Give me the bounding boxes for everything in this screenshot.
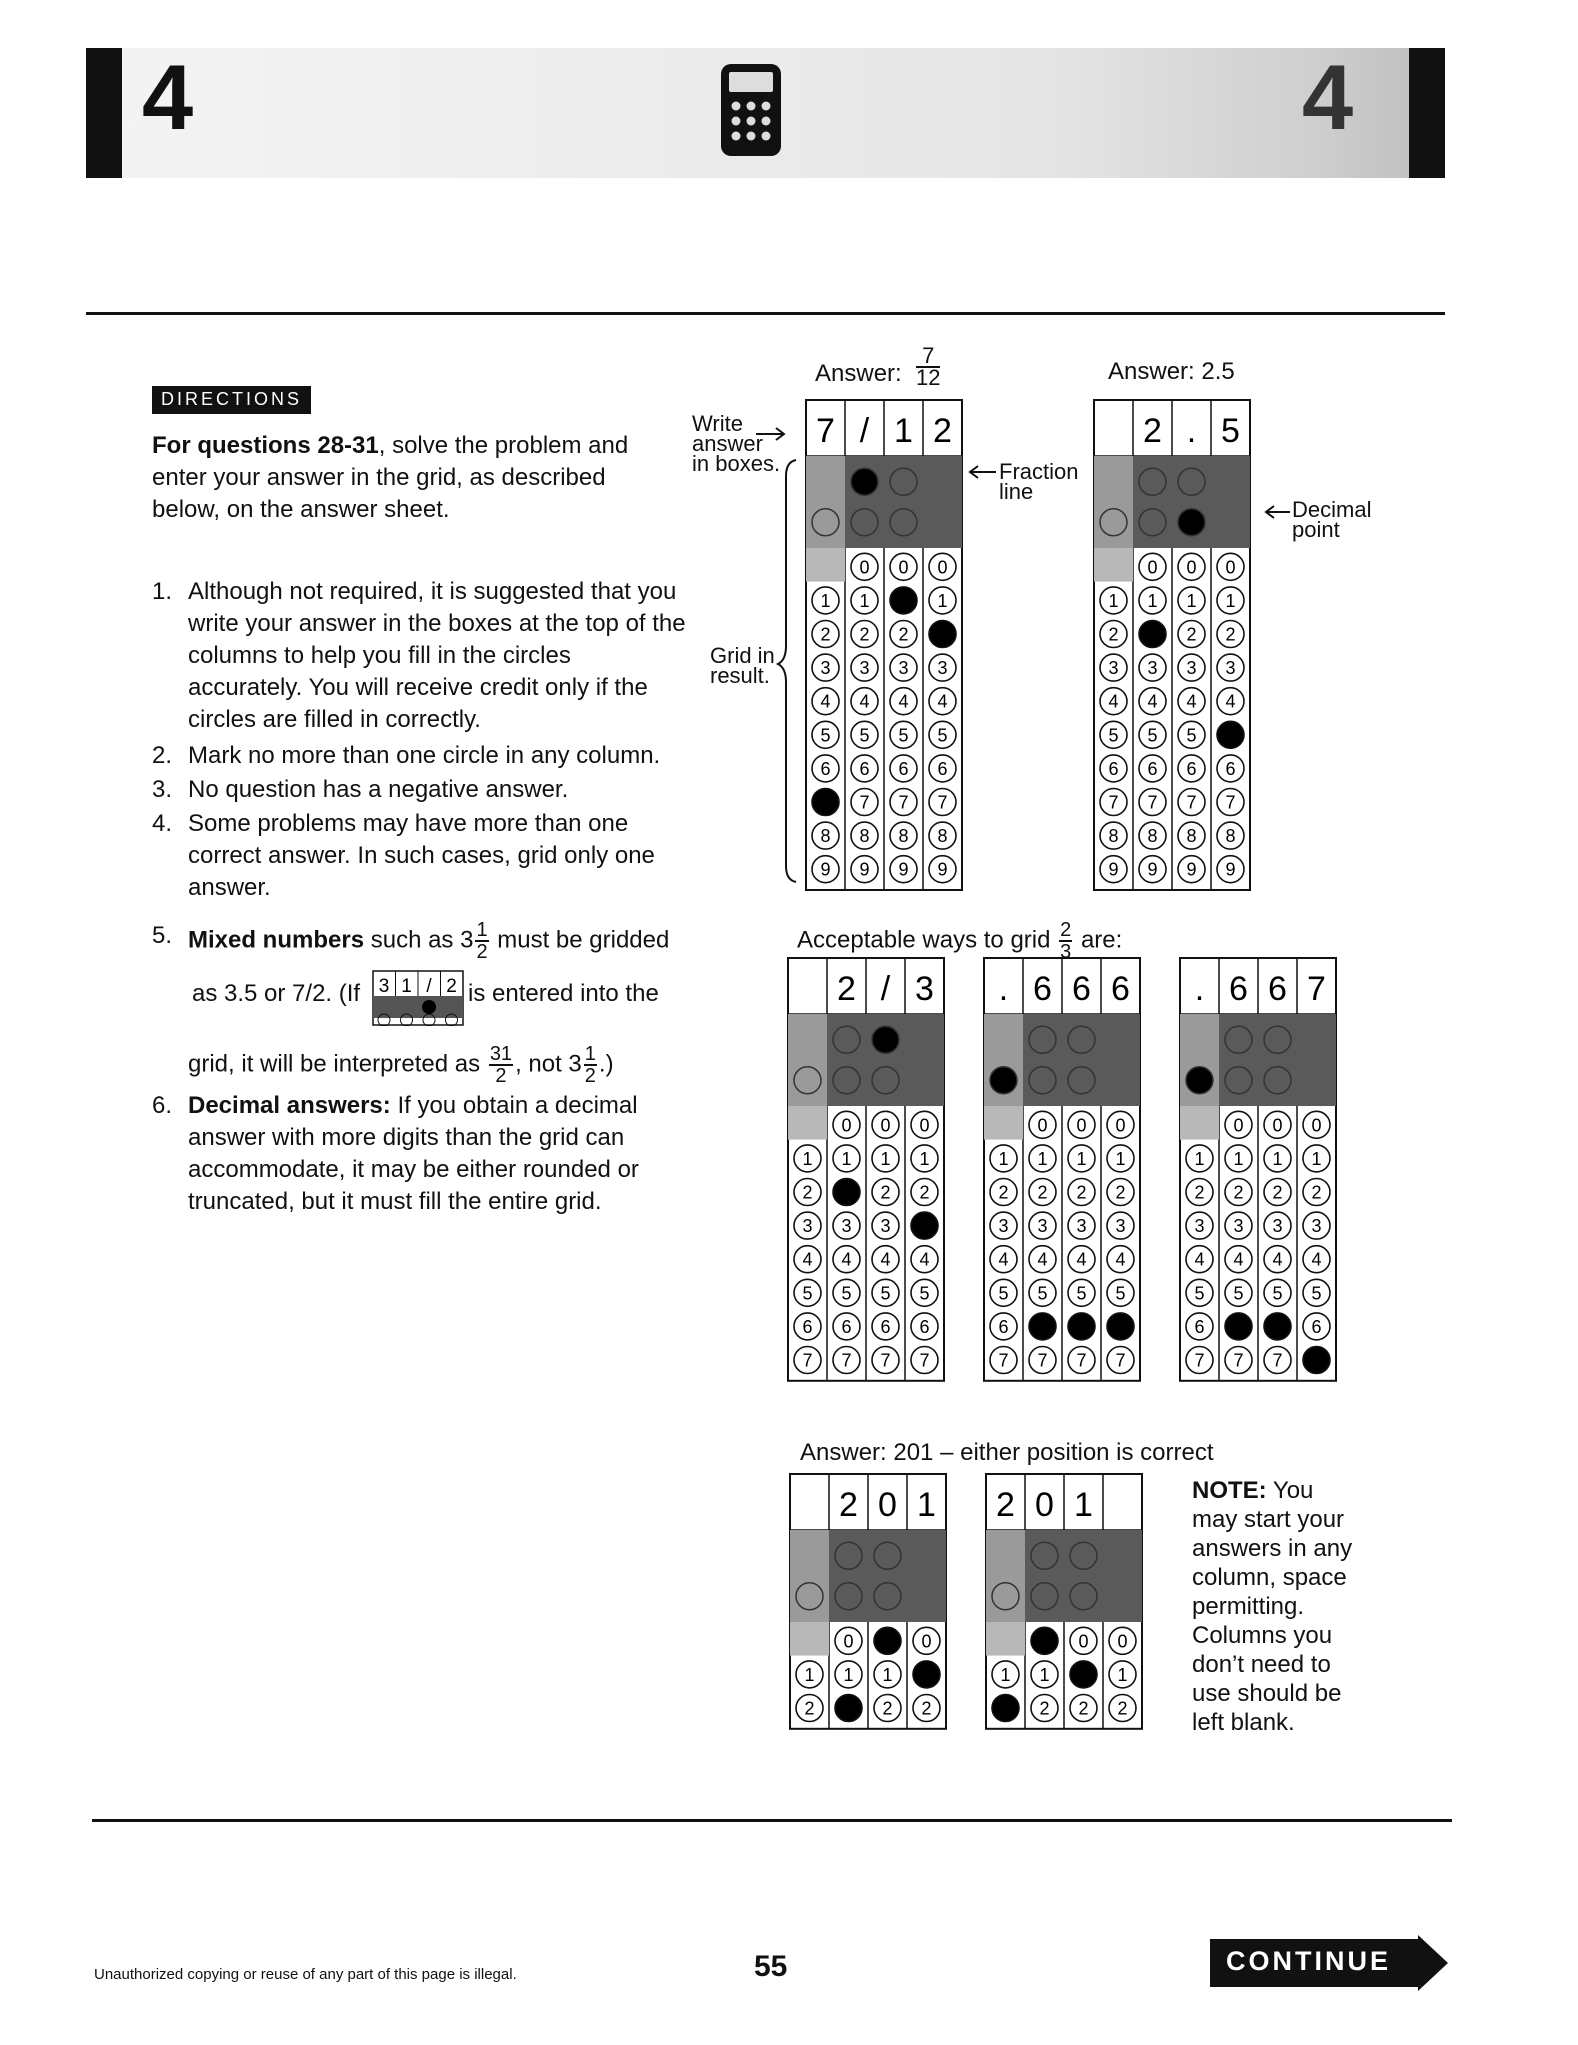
digit-bubble-filled [874, 1627, 901, 1654]
digit-label: 4 [1147, 691, 1158, 712]
decimal-bubble-filled [990, 1067, 1017, 1094]
digit-bubble-filled [992, 1695, 1019, 1722]
digit-label: 0 [1037, 1115, 1048, 1136]
digit-label: 6 [820, 758, 831, 779]
digit-label: 0 [1233, 1115, 1244, 1136]
grid-in-label: Grid in result. [710, 643, 775, 688]
digit-label: 1 [1147, 590, 1158, 611]
item-number: 1. [152, 578, 173, 605]
digit-label: 1 [802, 1148, 813, 1169]
answer-box-char: 6 [1111, 970, 1130, 1008]
section-number-right: 4 [1302, 47, 1354, 149]
digit-label: 4 [1225, 691, 1236, 712]
digit-label: 1 [882, 1664, 893, 1685]
digit-bubble-filled [1303, 1347, 1330, 1374]
digit-label: 0 [1147, 557, 1158, 578]
digit-bubble-filled [1070, 1661, 1097, 1688]
decimal-bubble-filled [1186, 1067, 1213, 1094]
digit-label: 3 [1186, 658, 1197, 679]
not-text: , not 3 [515, 1050, 582, 1078]
digit-label: 4 [1076, 1249, 1087, 1270]
answer-box-char: 5 [1221, 412, 1240, 450]
digit-label: 4 [1272, 1249, 1283, 1270]
digit-label: 3 [998, 1216, 1009, 1237]
digit-label: 0 [841, 1115, 852, 1136]
digit-bubble-filled [890, 587, 917, 614]
answer-grid [790, 1474, 946, 1729]
digit-label: 1 [1076, 1148, 1087, 1169]
answer-1-fraction: $\frac{7}{12}$ [916, 343, 941, 390]
digit-label: 4 [1037, 1249, 1048, 1270]
digit-label: 0 [880, 1115, 891, 1136]
answer-box-char: 2 [933, 412, 952, 450]
write-answer-label: Write answer in boxes. [692, 411, 781, 476]
digit-label: 5 [820, 725, 831, 746]
digit-label: 5 [1194, 1283, 1205, 1304]
decimal-bubble-filled [1178, 509, 1205, 536]
intro-rest: , solve the problem and enter your answer in the grid, as described below, on the answer sheet. [152, 432, 629, 523]
digit-label: 5 [1037, 1283, 1048, 1304]
digit-label: 0 [919, 1115, 930, 1136]
digit-label: 1 [937, 590, 948, 611]
digit-label: 9 [820, 859, 831, 880]
digit-label: 3 [880, 1216, 891, 1237]
digit-label: 1 [1186, 590, 1197, 611]
digit-label: 8 [1225, 826, 1236, 847]
mixed-text-2: must be gridded [497, 926, 670, 954]
digit-label: 3 [1147, 658, 1158, 679]
answer-box-char: 7 [816, 412, 835, 450]
digit-label: 8 [937, 826, 948, 847]
digit-label: 8 [1147, 826, 1158, 847]
directions-badge: DIRECTIONS [152, 386, 311, 414]
digit-label: 3 [898, 658, 909, 679]
digit-label: 8 [859, 826, 870, 847]
digit-label: 2 [1186, 624, 1197, 645]
mini-grid-char: 2 [446, 976, 457, 997]
answer-box-char: 2 [839, 1486, 858, 1524]
digit-label: 5 [1272, 1283, 1283, 1304]
digit-label: 9 [1108, 859, 1119, 880]
digit-label: 7 [880, 1350, 891, 1371]
digit-label: 6 [880, 1316, 891, 1337]
digit-label: 0 [1117, 1631, 1128, 1652]
digit-label: 7 [998, 1350, 1009, 1371]
answer-box-char: 6 [1033, 970, 1052, 1008]
answer-2-label: Answer: 2.5 [1108, 358, 1235, 385]
digit-label: 2 [880, 1182, 891, 1203]
digit-label: 4 [1108, 691, 1119, 712]
answer-201-label: Answer: 201 – either position is correct [800, 1439, 1214, 1466]
answer-box-char: 3 [915, 970, 934, 1008]
digit-bubble-filled [833, 1179, 860, 1206]
section-number-left: 4 [142, 47, 194, 149]
digit-bubble-filled [1068, 1313, 1095, 1340]
digit-label: 1 [1194, 1148, 1205, 1169]
digit-label: 7 [1225, 792, 1236, 813]
digit-label: 1 [1000, 1664, 1011, 1685]
digit-label: 4 [841, 1249, 852, 1270]
bottom-rule [92, 1819, 1452, 1822]
acceptable-label: Acceptable ways to grid $\frac{2}{3}$ are: [797, 919, 1123, 963]
digit-label: 3 [802, 1216, 813, 1237]
digit-label: 1 [1225, 590, 1236, 611]
digit-label: 7 [841, 1350, 852, 1371]
answer-box-char: 6 [1268, 970, 1287, 1008]
digit-label: 1 [919, 1148, 930, 1169]
digit-label: 6 [1194, 1316, 1205, 1337]
digit-label: 2 [1272, 1182, 1283, 1203]
digit-label: 2 [820, 624, 831, 645]
digit-label: 0 [1311, 1115, 1322, 1136]
digit-label: 6 [1108, 758, 1119, 779]
digit-label: 1 [1311, 1148, 1322, 1169]
answer-box-char: 0 [1035, 1486, 1054, 1524]
answer-grid [1094, 400, 1250, 890]
mixed-line-2b: is entered into the [468, 980, 659, 1007]
intro-bold: For questions 28-31 [152, 432, 379, 459]
answer-box-char: 0 [878, 1486, 897, 1524]
item-number: 5. [152, 922, 173, 949]
digit-label: 4 [820, 691, 831, 712]
copyright-notice: Unauthorized copying or reuse of any part of this page is illegal. [94, 1966, 517, 1983]
digit-label: 5 [1311, 1283, 1322, 1304]
answer-box-char: 6 [1072, 970, 1091, 1008]
digit-label: 6 [841, 1316, 852, 1337]
answer-box-char: / [859, 412, 870, 450]
digit-label: 2 [1108, 624, 1119, 645]
answer-grid [986, 1474, 1142, 1729]
digit-label: 6 [802, 1316, 813, 1337]
answer-grid [1180, 958, 1336, 1381]
item-text: Some problems may have more than one correct answer. In such cases, grid only one answer. [188, 810, 655, 901]
digit-label: 1 [804, 1664, 815, 1685]
digit-label: 2 [1078, 1698, 1089, 1719]
digit-label: 4 [919, 1249, 930, 1270]
symbol-area [1023, 1014, 1140, 1106]
digit-label: 7 [1076, 1350, 1087, 1371]
digit-label: 5 [802, 1283, 813, 1304]
digit-label: 2 [1037, 1182, 1048, 1203]
digit-label: 4 [998, 1249, 1009, 1270]
item-number: 6. [152, 1092, 173, 1119]
digit-label: 6 [1186, 758, 1197, 779]
digit-label: 6 [859, 758, 870, 779]
digit-label: 4 [859, 691, 870, 712]
digit-bubble-filled [812, 789, 839, 816]
digit-label: 8 [1108, 826, 1119, 847]
mixed-line-2a: as 3.5 or 7/2. (If [192, 980, 361, 1007]
digit-bubble-filled [835, 1695, 862, 1722]
zero-blank-cell [806, 548, 845, 582]
mini-grid-char: / [426, 976, 432, 997]
zero-blank-cell [984, 1106, 1023, 1140]
answer-box-char: 1 [917, 1486, 936, 1524]
digit-label: 5 [1233, 1283, 1244, 1304]
decimal-point-label: Decimal point [1292, 497, 1372, 542]
decimal-bold: Decimal answers: [188, 1092, 391, 1119]
digit-label: 2 [1039, 1698, 1050, 1719]
zero-blank-cell [1180, 1106, 1219, 1140]
digit-label: 3 [1225, 658, 1236, 679]
digit-bubble-filled [1225, 1313, 1252, 1340]
digit-label: 1 [1233, 1148, 1244, 1169]
symbol-area [788, 1014, 827, 1106]
item-text: Although not required, it is suggested that you write your answer in the boxes at the top of the columns to help you fill in the circles accurately. You will receive credit only if the circles are filled in correctly. [188, 578, 686, 733]
answer-box-char: . [1186, 412, 1197, 450]
digit-label: 6 [1311, 1316, 1322, 1337]
digit-label: 1 [820, 590, 831, 611]
digit-label: 2 [1311, 1182, 1322, 1203]
zero-blank-cell [790, 1622, 829, 1656]
digit-label: 8 [1186, 826, 1197, 847]
mixed-numbers-bold: Mixed numbers [188, 926, 365, 954]
digit-label: 6 [937, 758, 948, 779]
digit-label: 7 [1272, 1350, 1283, 1371]
digit-label: 2 [1233, 1182, 1244, 1203]
digit-label: 5 [1076, 1283, 1087, 1304]
digit-label: 2 [1115, 1182, 1126, 1203]
digit-label: 7 [1194, 1350, 1205, 1371]
zero-blank-cell [1094, 548, 1133, 582]
digit-label: 9 [859, 859, 870, 880]
digit-label: 3 [1108, 658, 1119, 679]
digit-label: 4 [1233, 1249, 1244, 1270]
digit-label: 4 [1311, 1249, 1322, 1270]
fraction-bubble-filled [851, 468, 878, 495]
digit-bubble-filled [1031, 1627, 1058, 1654]
digit-label: 4 [1115, 1249, 1126, 1270]
digit-bubble-filled [1139, 621, 1166, 648]
answer-box-char: 7 [1307, 970, 1326, 1008]
page-number: 55 [754, 1950, 788, 1983]
digit-label: 9 [937, 859, 948, 880]
fraction: $\frac{1}{2}$ [584, 1043, 596, 1087]
digit-bubble-filled [1217, 721, 1244, 748]
digit-label: 3 [859, 658, 870, 679]
digit-label: 1 [998, 1148, 1009, 1169]
digit-label: 5 [919, 1283, 930, 1304]
digit-bubble-filled [1029, 1313, 1056, 1340]
symbol-area [1025, 1530, 1142, 1622]
digit-bubble-filled [913, 1661, 940, 1688]
continue-label: CONTINUE [1226, 1946, 1391, 1976]
digit-label: 9 [1186, 859, 1197, 880]
digit-label: 7 [859, 792, 870, 813]
digit-label: 5 [1147, 725, 1158, 746]
digit-label: 5 [841, 1283, 852, 1304]
digit-label: 1 [859, 590, 870, 611]
answer-box-char: 1 [1074, 1486, 1093, 1524]
digit-label: 0 [1076, 1115, 1087, 1136]
digit-label: 6 [919, 1316, 930, 1337]
digit-label: 3 [1233, 1216, 1244, 1237]
digit-label: 9 [1147, 859, 1158, 880]
item-number: 2. [152, 742, 173, 769]
answer-box-char: 6 [1229, 970, 1248, 1008]
digit-label: 3 [820, 658, 831, 679]
digit-label: 1 [1272, 1148, 1283, 1169]
mini-grid-char: 3 [378, 976, 390, 997]
interp-text: grid, it will be interpreted as [188, 1050, 481, 1078]
digit-label: 7 [1037, 1350, 1048, 1371]
answer-grid [984, 958, 1140, 1381]
digit-label: 9 [1225, 859, 1236, 880]
digit-label: 0 [859, 557, 870, 578]
item-number: 3. [152, 776, 173, 803]
answer-box-char: 2 [837, 970, 856, 1008]
symbol-area [986, 1530, 1025, 1622]
digit-label: 5 [859, 725, 870, 746]
digit-label: 2 [921, 1698, 932, 1719]
digit-label: 1 [843, 1664, 854, 1685]
digit-label: 1 [1108, 590, 1119, 611]
digit-label: 0 [843, 1631, 854, 1652]
grid-in-brace [778, 460, 796, 882]
digit-label: 2 [1117, 1698, 1128, 1719]
digit-label: 7 [919, 1350, 930, 1371]
digit-label: 3 [937, 658, 948, 679]
digit-label: 5 [1115, 1283, 1126, 1304]
digit-label: 5 [898, 725, 909, 746]
item-text: No question has a negative answer. [188, 776, 569, 803]
symbol-area [1094, 456, 1133, 548]
item-number: 4. [152, 810, 173, 837]
digit-label: 5 [1186, 725, 1197, 746]
digit-label: 6 [1225, 758, 1236, 779]
close-text: .) [598, 1050, 614, 1078]
digit-label: 8 [820, 826, 831, 847]
digit-label: 5 [937, 725, 948, 746]
digit-label: 2 [998, 1182, 1009, 1203]
digit-label: 0 [1115, 1115, 1126, 1136]
digit-label: 7 [1108, 792, 1119, 813]
digit-label: 3 [1037, 1216, 1048, 1237]
note-block: NOTE: You may start your answers in any column, space permitting. Columns you don’t need to use should be left blank. [1192, 1477, 1353, 1736]
digit-label: 2 [802, 1182, 813, 1203]
digit-label: 1 [1039, 1664, 1050, 1685]
digit-label: 0 [1225, 557, 1236, 578]
zero-blank-cell [788, 1106, 827, 1140]
digit-label: 7 [1147, 792, 1158, 813]
digit-label: 2 [1225, 624, 1236, 645]
digit-label: 6 [998, 1316, 1009, 1337]
answer-box-char: 2 [1143, 412, 1162, 450]
digit-label: 2 [882, 1698, 893, 1719]
digit-label: 4 [1194, 1249, 1205, 1270]
digit-label: 1 [1115, 1148, 1126, 1169]
fraction: $\frac{31}{2}$ [489, 1043, 513, 1087]
digit-label: 4 [898, 691, 909, 712]
digit-label: 7 [937, 792, 948, 813]
digit-bubble-filled [911, 1212, 938, 1239]
digit-label: 7 [1186, 792, 1197, 813]
digit-label: 6 [1147, 758, 1158, 779]
mini-grid-char: 1 [401, 976, 412, 997]
digit-label: 7 [802, 1350, 813, 1371]
zero-blank-cell [986, 1622, 1025, 1656]
digit-bubble-filled [1107, 1313, 1134, 1340]
symbol-area [790, 1530, 829, 1622]
mixed-text-1: such as 3 [370, 926, 474, 954]
fraction-line-label: Fraction line [999, 459, 1079, 504]
digit-label: 1 [1117, 1664, 1128, 1685]
digit-label: 7 [898, 792, 909, 813]
digit-label: 7 [1233, 1350, 1244, 1371]
digit-label: 2 [898, 624, 909, 645]
answer-grid [788, 958, 944, 1381]
symbol-area [1219, 1014, 1336, 1106]
fraction: $\frac{2}{3}$ [1060, 919, 1072, 963]
answer-box-char: 1 [894, 412, 913, 450]
digit-label: 1 [1037, 1148, 1048, 1169]
digit-label: 1 [880, 1148, 891, 1169]
symbol-area [829, 1530, 946, 1622]
digit-bubble-filled [1264, 1313, 1291, 1340]
digit-label: 4 [937, 691, 948, 712]
digit-label: 5 [998, 1283, 1009, 1304]
digit-label: 2 [1194, 1182, 1205, 1203]
digit-label: 0 [1272, 1115, 1283, 1136]
digit-label: 4 [880, 1249, 891, 1270]
digit-label: 0 [1186, 557, 1197, 578]
answer-box-char: . [998, 970, 1009, 1008]
symbol-area [806, 456, 845, 548]
fraction-bubble-filled [872, 1026, 899, 1053]
digit-label: 2 [859, 624, 870, 645]
item-text: Mark no more than one circle in any column. [188, 742, 661, 769]
answer-box-char: / [880, 970, 891, 1008]
digit-label: 9 [898, 859, 909, 880]
digit-label: 7 [1115, 1350, 1126, 1371]
digit-label: 8 [898, 826, 909, 847]
digit-label: 0 [898, 557, 909, 578]
answer-box-char: 2 [996, 1486, 1015, 1524]
digit-label: 2 [919, 1182, 930, 1203]
decimal-text: If you obtain a decimal answer with more digits than the grid can accommodate, it may be either rounded or truncated, but it must fill the entire grid. [188, 1092, 639, 1215]
digit-label: 3 [841, 1216, 852, 1237]
digit-label: 1 [841, 1148, 852, 1169]
digit-label: 3 [1115, 1216, 1126, 1237]
digit-label: 3 [1076, 1216, 1087, 1237]
digit-label: 5 [1108, 725, 1119, 746]
digit-label: 4 [802, 1249, 813, 1270]
digit-label: 4 [1186, 691, 1197, 712]
digit-label: 2 [804, 1698, 815, 1719]
answer-box-char: . [1194, 970, 1205, 1008]
digit-label: 0 [1078, 1631, 1089, 1652]
digit-label: 3 [1311, 1216, 1322, 1237]
digit-label: 2 [1076, 1182, 1087, 1203]
answer-grid [806, 400, 962, 890]
fraction: $\frac{1}{2}$ [476, 919, 488, 963]
digit-label: 3 [1272, 1216, 1283, 1237]
answer-1-label: Answer: [815, 360, 902, 387]
digit-label: 3 [1194, 1216, 1205, 1237]
digit-label: 5 [880, 1283, 891, 1304]
digit-bubble-filled [929, 621, 956, 648]
digit-label: 6 [898, 758, 909, 779]
digit-label: 0 [921, 1631, 932, 1652]
digit-label: 0 [937, 557, 948, 578]
